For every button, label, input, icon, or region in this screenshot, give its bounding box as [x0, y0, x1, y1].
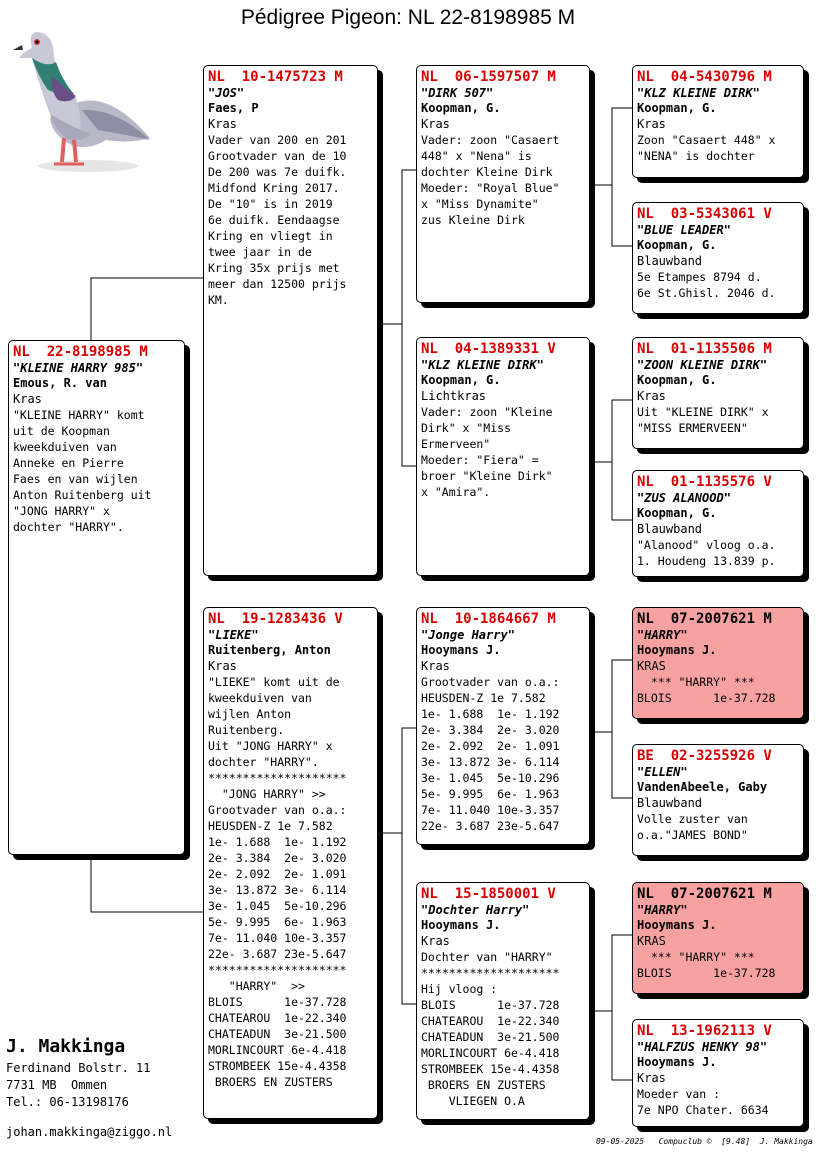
ring-number: NL 01-1135506 M	[637, 341, 772, 357]
color: Kras	[208, 659, 237, 673]
pigeon-name: "DIRK 507"	[421, 86, 494, 100]
owner: Hooymans J.	[421, 643, 501, 657]
pigeon-card-subject	[8, 340, 185, 855]
pigeon-name: "Dochter Harry"	[421, 903, 530, 917]
owner: Koopman, G.	[637, 373, 717, 387]
pigeon-name: "BLUE LEADER"	[637, 223, 731, 237]
breeder-email: johan.makkinga@ziggo.nl	[6, 1125, 173, 1139]
ring-number: NL 13-1962113 V	[637, 1023, 772, 1039]
pigeon-card-mmf	[632, 882, 804, 994]
pigeon-name: "LIEKE"	[208, 628, 259, 642]
owner: Faes, P	[208, 101, 259, 115]
pigeon-card-fff	[632, 65, 804, 178]
color: Kras	[421, 934, 450, 948]
color: Lichtkras	[421, 389, 487, 403]
ring-number: NL 10-1864667 M	[421, 611, 556, 627]
pigeon-name: "ZOON KLEINE DIRK"	[637, 358, 768, 372]
color: Kras	[421, 659, 450, 673]
breeder-address: Ferdinand Bolstr. 11 7731 MB Ommen Tel.: 06-13198176	[6, 1061, 151, 1109]
pigeon-name: "KLZ KLEINE DIRK"	[637, 86, 760, 100]
ring-number: NL 04-5430796 M	[637, 69, 772, 85]
ring-number: NL 07-2007621 M	[637, 611, 772, 627]
software-credit: 09-05-2025 Compuclub © [9.48] J. Makkinga	[596, 1137, 813, 1146]
color: Blauwband	[637, 254, 703, 268]
color: Kras	[208, 117, 237, 131]
color: Kras	[637, 389, 666, 403]
color: KRAS	[637, 934, 666, 948]
color: Kras	[13, 392, 42, 406]
owner: Koopman, G.	[637, 506, 717, 520]
notes: Vader: zoon "Kleine Dirk" x "Miss Ermerveen" Moeder: "Fiera" = broer "Kleine Dirk" x "Amira".	[421, 405, 553, 499]
ring-number: NL 03-5343061 V	[637, 206, 772, 222]
color: Kras	[421, 117, 450, 131]
ring-number: NL 06-1597507 M	[421, 69, 556, 85]
ring-number: NL 07-2007621 M	[637, 886, 772, 902]
ring-number: NL 15-1850001 V	[421, 886, 556, 902]
color: KRAS	[637, 659, 666, 673]
notes: Volle zuster van o.a."JAMES BOND"	[637, 812, 748, 842]
pigeon-card-fmf	[632, 337, 804, 449]
color: Kras	[637, 1071, 666, 1085]
notes: "LIEKE" komt uit de kweekduiven van wijlen Anton Ruitenberg. Uit "JONG HARRY" x dochter "HARRY". ******************** "JONG HARRY" >> Grootvader van o.a.: HEUSDEN-Z 1e 7.582 1e- 1.688 1e- 1.192 2e- 3.384 2e- 3.020 2e- 2.092 2e- 1.091 3e- 13.872 3e- 6.114 3e- 1.045 5e-10.296 5e- 9.995 6e- 1.963 7e- 11.040 10e-3.357 22e- 3.687 23e-5.647 ******************** "HARRY" >> BLOIS 1e-37.728 CHATEAROU 1e-22.340 CHATEADUN 3e-21.500 MORLINCOURT 6e-4.418 STROMBEEK 15e-4.4358 BROERS EN ZUSTERS	[208, 675, 347, 1089]
pigeon-card-ff	[416, 65, 590, 303]
pigeon-card-mm	[416, 882, 590, 1120]
notes: *** "HARRY" *** BLOIS 1e-37.728	[637, 675, 776, 705]
color: Blauwband	[637, 796, 703, 810]
pigeon-card-mother	[203, 607, 378, 1119]
pigeon-name: "Jonge Harry"	[421, 628, 515, 642]
pigeon-name: "HARRY"	[637, 628, 688, 642]
ring-number: NL 19-1283436 V	[208, 611, 343, 627]
owner: Hooymans J.	[637, 643, 717, 657]
pigeon-name: "HARRY"	[637, 903, 688, 917]
ring-number: NL 04-1389331 V	[421, 341, 556, 357]
pigeon-card-fmm	[632, 470, 804, 577]
owner: Emous, R. van	[13, 376, 107, 390]
ring-number: NL 01-1135576 V	[637, 474, 772, 490]
ring-number: NL 22-8198985 M	[13, 344, 148, 360]
notes: Vader van 200 en 201 Grootvader van de 10 De 200 was 7e duifk. Midfond Kring 2017. De "10" is in 2019 6e duifk. Eendaagse Kring en vliegt in twee jaar in de Kring 35x prijs met meer dan 12500 prijs KM.	[208, 133, 347, 307]
pigeon-name: "KLZ KLEINE DIRK"	[421, 358, 544, 372]
owner: Koopman, G.	[421, 373, 501, 387]
owner: Koopman, G.	[637, 238, 717, 252]
owner: Koopman, G.	[637, 101, 717, 115]
color: Kras	[637, 117, 666, 131]
owner: Koopman, G.	[421, 101, 501, 115]
pigeon-name: "HALFZUS HENKY 98"	[637, 1040, 768, 1054]
notes: *** "HARRY" *** BLOIS 1e-37.728	[637, 950, 776, 980]
pigeon-card-mmm	[632, 1019, 804, 1127]
notes: Moeder van : 7e NPO Chater. 6634	[637, 1087, 769, 1117]
owner: Hooymans J.	[421, 918, 501, 932]
owner: Hooymans J.	[637, 1055, 717, 1069]
notes: Uit "KLEINE DIRK" x "MISS ERMERVEEN"	[637, 405, 769, 435]
notes: Vader: zoon "Casaert 448" x "Nena" is dochter Kleine Dirk Moeder: "Royal Blue" x "Miss Dynamite" zus Kleine Dirk	[421, 133, 560, 227]
notes: 5e Etampes 8794 d. 6e St.Ghisl. 2046 d.	[637, 270, 776, 300]
pigeon-card-mf	[416, 607, 590, 845]
notes: Grootvader van o.a.: HEUSDEN-Z 1e 7.582 1e- 1.688 1e- 1.192 2e- 3.384 2e- 3.020 2e- 2.092 2e- 1.091 3e- 13.872 3e- 6.114 3e- 1.045 5e-10.296 5e- 9.995 6e- 1.963 7e- 11.040 10e-3.357 22e- 3.687 23e-5.647	[421, 675, 560, 833]
pigeon-name: "KLEINE HARRY 985"	[13, 361, 144, 375]
owner: Ruitenberg, Anton	[208, 643, 331, 657]
pigeon-card-ffm	[632, 202, 804, 314]
notes: Zoon "Casaert 448" x "NENA" is dochter	[637, 133, 776, 163]
ring-number: NL 10-1475723 M	[208, 69, 343, 85]
pigeon-card-mff	[632, 607, 804, 719]
page-title: Pédigree Pigeon: NL 22-8198985 M	[240, 6, 576, 29]
color: Blauwband	[637, 522, 703, 536]
ring-number: BE 02-3255926 V	[637, 748, 772, 764]
owner: VandenAbeele, Gaby	[637, 780, 768, 794]
pigeon-name: "ZUS ALANOOD"	[637, 491, 731, 505]
pigeon-card-mfm	[632, 744, 804, 856]
pigeon-card-fm	[416, 337, 590, 576]
pigeon-name: "ELLEN"	[637, 765, 688, 779]
breeder-name: J. Makkinga	[6, 1036, 126, 1057]
pigeon-card-father	[203, 65, 378, 576]
notes: "Alanood" vloog o.a. 1. Houdeng 13.839 p.	[637, 538, 776, 568]
notes: Dochter van "HARRY" ******************** Hij vloog : BLOIS 1e-37.728 CHATEAROU 1e-22.340 CHATEADUN 3e-21.500 MORLINCOURT 6e-4.418 STROMBEEK 15e-4.4358 BROERS EN ZUSTERS VLIEGEN O.A	[421, 950, 560, 1108]
pigeon-name: "JOS"	[208, 86, 245, 100]
notes: "KLEINE HARRY" komt uit de Koopman kweekduiven van Anneke en Pierre Faes en van wijlen Anton Ruitenberg uit "JONG HARRY" x dochter "HARRY".	[13, 408, 152, 534]
owner: Hooymans J.	[637, 918, 717, 932]
